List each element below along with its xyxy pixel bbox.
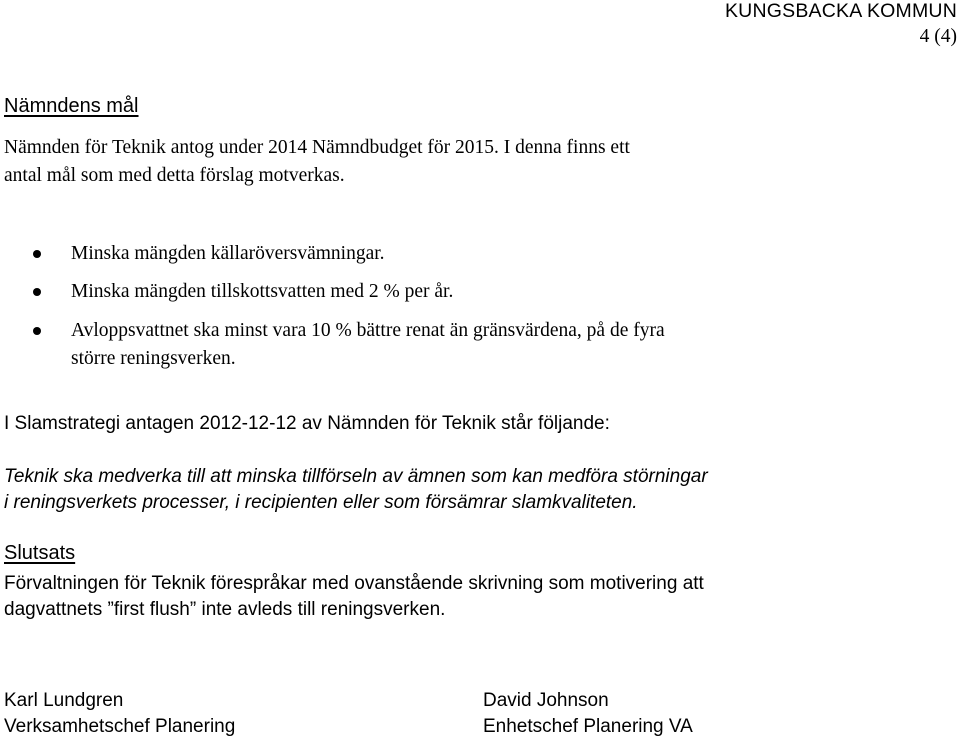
bullet-dot (33, 327, 41, 335)
goals-intro-line-1: Nämnden för Teknik antog under 2014 Nämndbudget för 2015. I denna finns ett (4, 137, 630, 158)
signer-title: Enhetschef Planering VA (483, 716, 693, 737)
bullet-text: Minska mängden tillskottsvatten med 2 % per år. (71, 281, 454, 302)
sludge-strategy-quote-line-1: Teknik ska medverka till att minska tillförseln av ämnen som kan medföra störningar (4, 466, 708, 487)
sludge-strategy-quote-line-2: i reningsverkets processer, i recipienten eller som försämrar slamkvaliteten. (4, 492, 638, 513)
sludge-strategy-intro: I Slamstrategi antagen 2012-12-12 av Nämnden för Teknik står följande: (4, 413, 610, 434)
bullet-dot (33, 288, 41, 296)
bullet-text: Minska mängden källaröversvämningar. (71, 243, 385, 264)
bullet-text: Avloppsvattnet ska minst vara 10 % bättre renat än gränsvärdena, på de fyra (71, 320, 665, 341)
goals-intro-line-2: antal mål som med detta förslag motverkas. (4, 165, 345, 186)
page-number: 4 (4) (919, 26, 957, 47)
bullet-text-continuation: större reningsverken. (71, 348, 236, 369)
signer-name: David Johnson (483, 690, 609, 711)
conclusion-line-1: Förvaltningen för Teknik förespråkar med ovanstående skrivning som motivering att (4, 573, 704, 594)
bullet-dot (33, 250, 41, 258)
section-heading-goals: Nämndens mål (4, 95, 139, 117)
signer-title: Verksamhetschef Planering (4, 716, 236, 737)
organization-name: KUNGSBACKA KOMMUN (724, 0, 957, 22)
section-heading-conclusion: Slutsats (4, 542, 76, 564)
signer-name: Karl Lundgren (4, 690, 124, 711)
conclusion-line-2: dagvattnets ”first flush” inte avleds till reningsverken. (4, 599, 446, 620)
